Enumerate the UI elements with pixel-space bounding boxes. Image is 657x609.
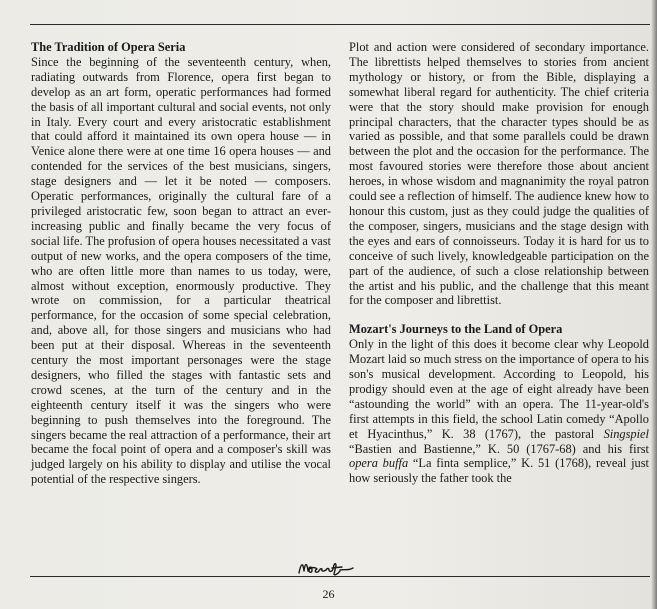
paragraph-journeys-text-b: “Bastien and Bastienne,” K. 50 (1767-68) and his first [349,441,649,456]
top-rule [30,24,650,25]
italic-singspiel: Singspiel [603,426,649,441]
paragraph-gap [349,308,649,322]
bottom-rule [30,576,650,577]
paragraph-journeys-text-c: “La finta semplice,” K. 51 (1768), reveal just how seriously the father took the [349,456,649,486]
page-number: 26 [322,587,335,601]
paragraph-journeys [349,337,649,486]
left-column [31,40,331,487]
paragraph-opera-seria: Since the beginning of the seventeenth century, when, radiating outwards from Florence, opera first began to develop as an art form, operatic performances had formed the basis of all important cultural and social events, not only in Italy. Every court and every aristocratic establishment that could afford it maintained its own opera house — in Venice alone there were at one time 16 opera houses — and contended for the services of the best musicians, singers, stage designers and — let it be noted — composers. Operatic performances, originally the cultural fare of a privileged aristocratic few, soon began to attract an ever-increasing public and finally became the very focus of social life. The profusion of opera houses necessitated a vast output of new works, and the opera composers of the time, who are often little more than names to us today, were, almost without exception, enormously productive. They wrote on commission, for a particular theatrical performance, for the occasion of some special celebration, and, above all, for those singers and musicians who had been put at their disposal. Whereas in the seventeenth century the most important personages were the stage designers, who filled the stages with fantastic sets and crowd scenes, at the turn of the century and in the eighteenth century itself it was the singers who were beginning to push themselves into the foreground. The singers became the real attraction of a performance, their art became the focal point of opera and a composer's skill was judged largely on his ability to display and utilise the vocal potential of the respective singers. [31,54,331,487]
page-edge-shadow [651,0,657,609]
section-heading-opera-seria: The Tradition of Opera Seria [31,40,186,54]
italic-opera-buffa: opera buffa [349,456,409,471]
paragraph-plot-and-action: Plot and action were considered of secondary importance. The librettists helped themselves to stories from ancient mythology or history, or from the Bible, displaying a somewhat liberal regard for authenticity. The chief criteria were that the story should make provision for enough principal characters, that the character types should be as varied as possible, and that some parallels could be drawn between the plot and the occasion for the performance. The most favoured stories were therefore those about ancient heroes, in whose wisdom and magnanimity the royal patron could see a reflection of himself. The audience knew how to honour this custom, just as they could judge the qualities of the composer, singers, musicians and the stage design with the eyes and ears of connoisseurs. Today it is hard for us to conceive of such lively, knowledgeable participation on the part of the audience, of such a close relationship between the artist and his public, and the challenge that this meant for the composer and librettist. [349,40,649,308]
section-heading-journeys: Mozart's Journeys to the Land of Opera [349,322,563,337]
paragraph-journeys-text-a: Only in the light of this does it become clear why Leopold Mozart laid so much stress on the importance of opera to his son's musical development. According to Leopold, his prodigy should even at the age of eight already have been “astounding the world” with an opera. The 11-year-old's first attempts in this field, the school Latin comedy “Apollo et Hyacinthus,” K. 38 (1767), the pastoral [349,337,649,441]
right-column [349,40,649,486]
